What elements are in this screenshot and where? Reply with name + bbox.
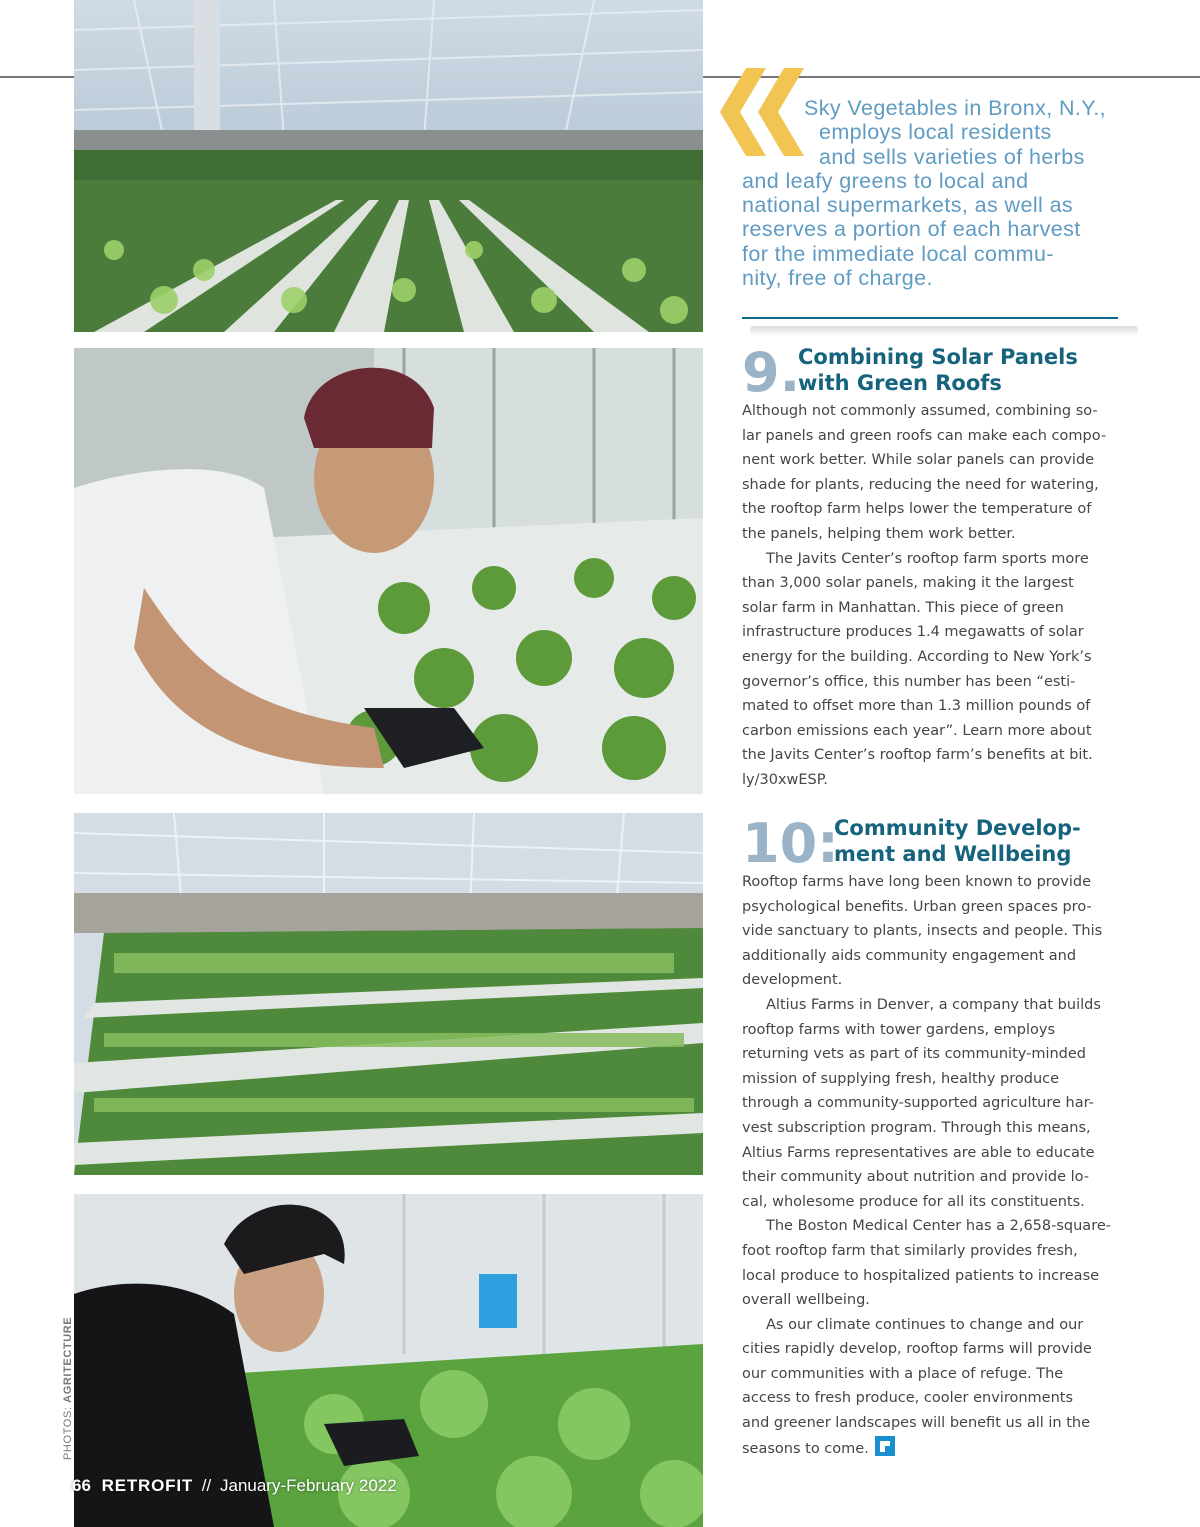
body-line: lar panels and green roofs can make each compo- [742,427,1107,444]
body-line-text: seasons to come. [742,1440,869,1457]
body-line: solar farm in Manhattan. This piece of green [742,599,1064,616]
section-number: 10: [742,812,839,875]
pull-quote-line: employs local residents [819,120,1052,145]
body-line: additionally aids community engagement and [742,947,1077,964]
photo-credit [62,1317,74,1460]
body-line: carbon emissions each year”. Learn more about [742,722,1092,739]
body-line: psychological benefits. Urban green spaces pro- [742,898,1092,915]
body-line: mated to offset more than 1.3 million pounds of [742,698,1091,715]
pull-quote-line: for the immediate local commu- [742,241,1054,266]
body-line: foot rooftop farm that similarly provides fresh, [742,1242,1078,1259]
body-line: As our climate continues to change and our [766,1316,1084,1333]
pull-quote-line: Sky Vegetables in Bronx, N.Y., [804,96,1107,120]
body-line: cities rapidly develop, rooftop farms will provide [742,1341,1092,1358]
pull-quote-line: and leafy greens to local and [742,168,1029,193]
body-line: Altius Farms representatives are able to educate [742,1144,1095,1161]
photo-credit-name: AGRITECTURE [62,1316,74,1403]
body-line: The Javits Center’s rooftop farm sports more [766,550,1089,567]
body-line: energy for the building. According to New York’s [742,648,1092,665]
section-9-body [742,399,1120,793]
body-line: Although not commonly assumed, combining so- [742,403,1098,419]
body-line: through a community-supported agriculture har- [742,1095,1094,1112]
section-10-body [742,870,1120,1461]
body-line: Altius Farms in Denver, a company that builds [766,996,1101,1013]
section-title-line: Combining Solar Panels [798,345,1078,369]
body-line: development. [742,972,843,989]
section-number: 9. [742,341,801,404]
section-title [834,815,1081,867]
body-line: rooftop farms with tower gardens, employs [742,1021,1056,1038]
pull-quote-line: reserves a portion of each harvest [742,217,1081,242]
body-line: ly/30xwESP. [742,771,828,788]
body-line: The Boston Medical Center has a 2,658-square- [766,1218,1111,1235]
body-line: nent work better. While solar panels can provide [742,452,1095,469]
body-line: mission of supplying fresh, healthy produce [742,1070,1060,1087]
body-line: the rooftop farm helps lower the temperature of [742,501,1092,518]
body-line: their community about nutrition and provide lo- [742,1169,1090,1186]
retrofit-end-mark-icon [875,1436,895,1456]
body-line: access to fresh produce, cooler environments [742,1390,1074,1407]
photo-credit-prefix: PHOTOS: [62,1406,74,1460]
section-title-line: with Green Roofs [798,371,1002,395]
body-line: vide sanctuary to plants, insects and people. This [742,923,1103,940]
folio-separator: // [201,1476,212,1495]
body-line: Rooftop farms have long been known to provide [742,874,1092,890]
pull-quote-line: and sells varieties of herbs [819,144,1085,169]
photo-greenhouse-lettuce-rows [74,0,703,332]
body-line: shade for plants, reducing the need for watering, [742,476,1099,493]
photo-greenhouse-herb-beds [74,813,703,1175]
body-line: and greener landscapes will benefit us all in the [742,1415,1091,1432]
body-line: our communities with a place of refuge. The [742,1365,1064,1382]
page-number: 66 [72,1476,91,1495]
pull-quote-line: nity, free of charge. [742,266,933,291]
body-line: cal, wholesome produce for all its constituents. [742,1193,1085,1210]
body-line: the Javits Center’s rooftop farm’s benefits at bit. [742,747,1093,764]
body-line: overall wellbeing. [742,1292,870,1309]
section-title-line: Community Develop- [834,816,1081,840]
pull-quote-line: national supermarkets, as well as [742,193,1074,218]
body-line: local produce to hospitalized patients to increase [742,1267,1100,1284]
section-title [798,344,1078,396]
photo-worker-tending-plants [74,348,703,794]
body-line: governor’s office, this number has been “esti- [742,673,1076,690]
body-line: than 3,000 solar panels, making it the largest [742,575,1074,592]
section-title-line: ment and Wellbeing [834,842,1072,866]
body-line-last [742,1436,1120,1462]
body-line: returning vets as part of its community-minded [742,1046,1086,1063]
pull-quote [742,96,1122,290]
page-folio [72,1476,397,1496]
body-line: the panels, helping them work better. [742,525,1016,542]
magazine-name: RETROFIT [101,1476,194,1495]
pull-quote-shadow [750,326,1138,336]
issue-date: January-February 2022 [219,1476,397,1495]
body-line: infrastructure produces 1.4 megawatts of solar [742,624,1084,641]
body-line: vest subscription program. Through this means, [742,1119,1091,1136]
pull-quote-rule [742,317,1118,319]
